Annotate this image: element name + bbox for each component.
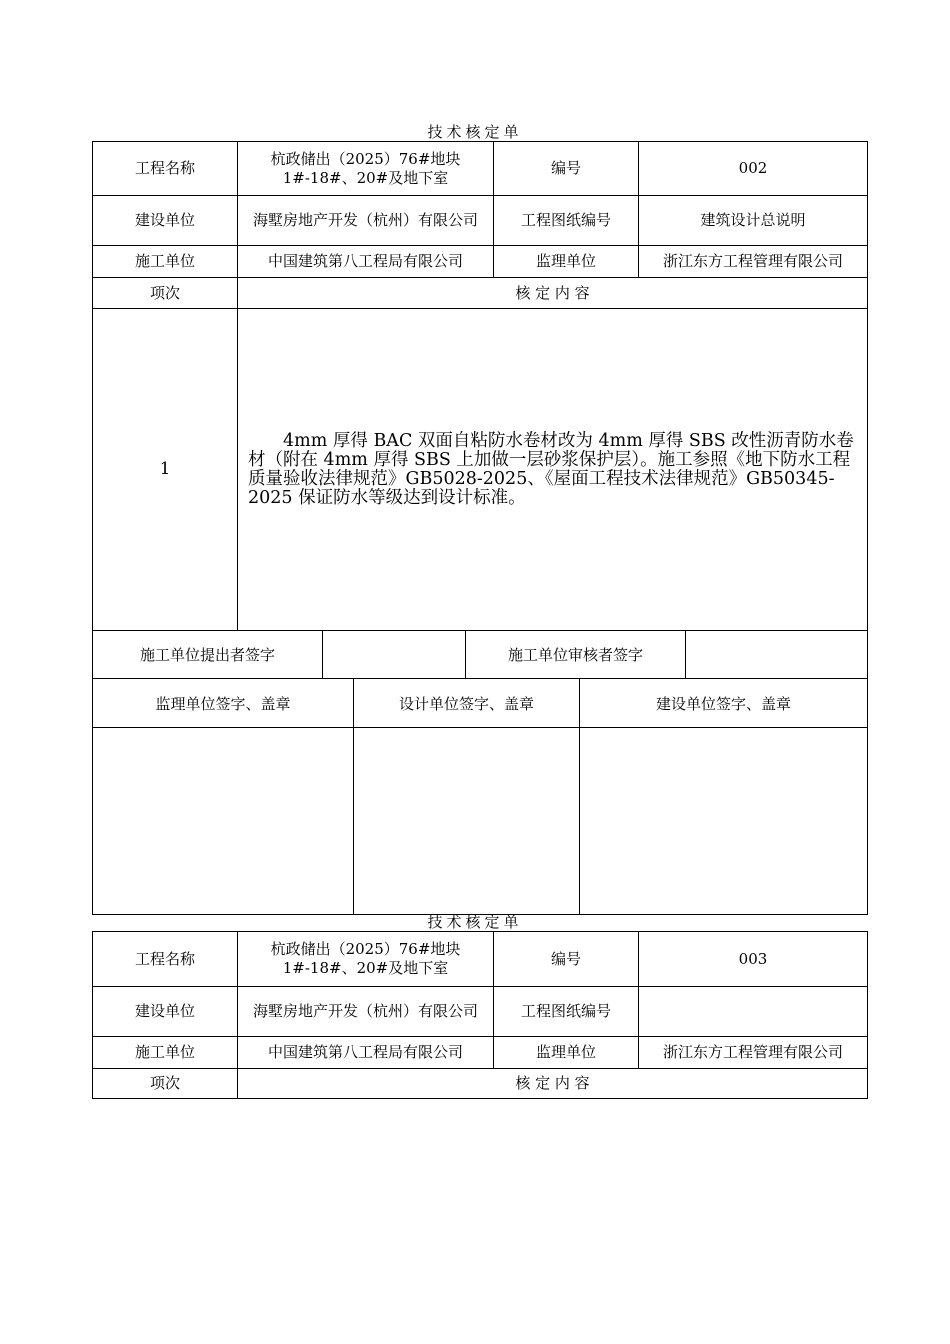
contractor-row [93, 246, 868, 278]
stamp-label-row [93, 679, 868, 728]
project-name-value: 杭政储出（2025）76#地块 1#-18#、20#及地下室 [238, 932, 494, 987]
supervisor-value: 浙江东方工程管理有限公司 [639, 246, 868, 278]
owner-value: 海墅房地产开发（杭州）有限公司 [238, 987, 494, 1037]
owner-row [93, 987, 868, 1037]
supervisor-stamp-area[interactable] [93, 728, 354, 915]
supervisor-label: 监理单位 [494, 1037, 639, 1069]
project-name-label: 工程名称 [93, 142, 238, 196]
content-text: 4mm 厚得 BAC 双面自粘防水卷材改为 4mm 厚得 SBS 改性沥青防水卷材（附在 4mm 厚得 SBS 上加做一层砂浆保护层）。施工参照《地下防水工程质量验收法律规范》GB5028-2025、《屋面工程技术法律规范》GB50345-2025 保证防水等级达到设计标准。 [248, 430, 854, 508]
reviewer-sign-field[interactable] [686, 631, 868, 679]
project-row [93, 142, 868, 196]
contractor-value: 中国建筑第八工程局有限公司 [238, 246, 494, 278]
project-row [93, 932, 868, 987]
sheet1-sign-table [92, 630, 868, 679]
sheet2-title: 技术核定单 [427, 913, 523, 931]
drawing-label: 工程图纸编号 [494, 987, 639, 1037]
owner-label: 建设单位 [93, 196, 238, 246]
content-header-row [93, 278, 868, 309]
owner-sign-label: 建设单位签字、盖章 [580, 679, 868, 728]
content-row [93, 309, 868, 631]
supervisor-label: 监理单位 [494, 246, 639, 278]
owner-row [93, 196, 868, 246]
project-name-label: 工程名称 [93, 932, 238, 987]
number-label: 编号 [494, 142, 639, 196]
supervisor-value: 浙江东方工程管理有限公司 [639, 1037, 868, 1069]
sheet1-header-table [92, 141, 868, 631]
proposer-sign-label: 施工单位提出者签字 [93, 631, 323, 679]
sheet2-header-table [92, 931, 868, 1099]
owner-value: 海墅房地产开发（杭州）有限公司 [238, 196, 494, 246]
content-header-row [93, 1069, 868, 1099]
designer-stamp-area[interactable] [354, 728, 580, 915]
proposer-sign-field[interactable] [323, 631, 466, 679]
number-label: 编号 [494, 932, 639, 987]
drawing-label: 工程图纸编号 [494, 196, 639, 246]
project-name-value: 杭政储出（2025）76#地块 1#-18#、20#及地下室 [238, 142, 494, 196]
sheet1-title: 技术核定单 [427, 123, 523, 141]
contractor-label: 施工单位 [93, 1037, 238, 1069]
contractor-row [93, 1037, 868, 1069]
drawing-value: 建筑设计总说明 [639, 196, 868, 246]
owner-stamp-area[interactable] [580, 728, 868, 915]
designer-sign-label: 设计单位签字、盖章 [354, 679, 580, 728]
number-value: 003 [639, 932, 868, 987]
contractor-sign-row [93, 631, 868, 679]
contractor-label: 施工单位 [93, 246, 238, 278]
item-number: 1 [93, 309, 238, 631]
drawing-value [639, 987, 868, 1037]
number-value: 002 [639, 142, 868, 196]
supervisor-sign-label: 监理单位签字、盖章 [93, 679, 354, 728]
stamp-area-row [93, 728, 868, 915]
sheet1-stamp-table [92, 678, 868, 915]
content-label: 核 定 内 容 [238, 1069, 868, 1099]
owner-label: 建设单位 [93, 987, 238, 1037]
contractor-value: 中国建筑第八工程局有限公司 [238, 1037, 494, 1069]
item-label: 项次 [93, 278, 238, 309]
item-label: 项次 [93, 1069, 238, 1099]
content-cell [238, 309, 868, 631]
content-label: 核 定 内 容 [238, 278, 868, 309]
reviewer-sign-label: 施工单位审核者签字 [466, 631, 686, 679]
